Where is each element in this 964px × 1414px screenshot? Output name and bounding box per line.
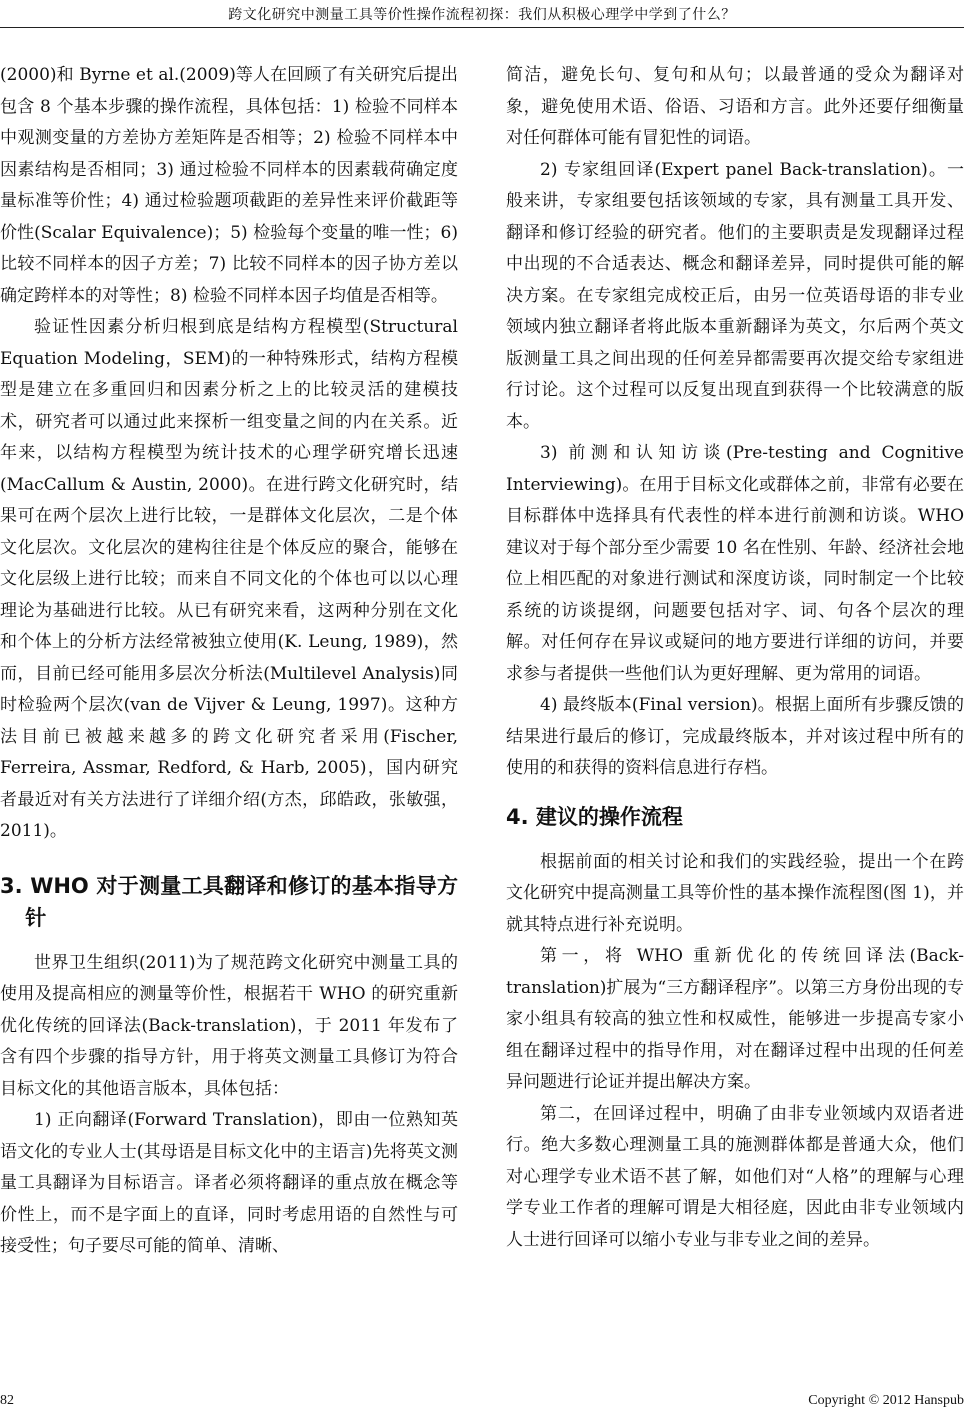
right-column <box>506 60 964 1256</box>
page-number: 82 <box>0 1393 14 1408</box>
paragraph-second-point: 第二，在回译过程中，明确了由非专业领域内双语者进行。绝大多数心理测量工具的施测群体都是普通大众，他们对心理学专业术语不甚了解，如他们对“人格”的理解与心理学专业工作者的理解可谓是大相径庭，因此由非专业领域内人士进行回译可以缩小专业与非专业之间的差异。 <box>506 1103 964 1250</box>
header-divider <box>0 27 964 28</box>
left-column <box>0 60 458 1263</box>
paragraph-sem: 验证性因素分析归根到底是结构方程模型(Structural Equation Modeling，SEM)的一种特殊形式，结构方程模型是建立在多重回归和因素分析之上的比较灵活的建模技术，研究者可以通过此来探析一组变量之间的内在关系。近年来，以结构方程模型为统计技术的心理学研究增长迅速(MacCallum & Austin, 2000)。在进行跨文化研究时，结果可在两个层次上进行比较，一是群体文化层次，二是个体文化层次。文化层次的建构往往是个体反应的聚合，能够在文化层级上进行比较；而来自不同文化的个体也可以以心理理论为基础进行比较。从已有研究来看，这两种分别在文化和个体上的分析方法经常被独立使用(K. Leung, 1989)，然而，目前已经可能用多层次分析法(Multilevel Analysis)同时检验两个层次(van de Vijver & Leung, 1997)。这种方法目前已被越来越多的跨文化研究者采用(Fischer, Ferreira, Assmar, Redford, & Harb, 2005)，国内研究者最近对有关方法进行了详细介绍(方杰，邱皓政，张敏强，2011)。 <box>0 317 458 841</box>
paragraph-proposed-flow: 根据前面的相关讨论和我们的实践经验，提出一个在跨文化研究中提高测量工具等价性的基本操作流程图(图 1)，并就其特点进行补充说明。 <box>506 851 964 935</box>
section-heading-3: 3. WHO 对于测量工具翻译和修订的基本指导方针 <box>0 873 458 930</box>
paragraph-forward-translation: 1) 正向翻译(Forward Translation)，即由一位熟知英语文化的专业人士(其母语是目标文化中的主语言)先将英文测量工具翻译为目标语言。译者必须将翻译的重点放在概念等价性上，而不是字面上的直译，同时考虑用语的自然性与可接受性；句子要尽可能的简单、清晰、 <box>0 1110 458 1256</box>
paragraph-who-guidelines: 世界卫生组织(2011)为了规范跨文化研究中测量工具的使用及提高相应的测量等价性，根据若干 WHO 的研究重新优化传统的回译法(Back-translation)，于 2011 年发布了含有四个步骤的指导方针，用于将英文测量工具修订为符合目标文化的其他语言版本，具体包括： <box>0 952 458 1099</box>
paragraph-first-point: 第一，将 WHO 重新优化的传统回译法(Back-translation)扩展为“三方翻译程序”。以第三方身份出现的专家小组具有较高的独立性和权威性，能够进一步提高专家小组在翻译过程中的指导作用，对在翻译过程中出现的任何差异问题进行论证并提出解决方案。 <box>506 946 964 1092</box>
paragraph-translation-continued: 简洁，避免长句、复句和从句；以最普通的受众为翻译对象，避免使用术语、俗语、习语和方言。此外还要仔细衡量对任何群体可能有冒犯性的词语。 <box>506 65 964 148</box>
running-title: 跨文化研究中测量工具等价性操作流程初探：我们从积极心理学中学到了什么？ <box>228 7 736 23</box>
copyright-notice: Copyright © 2012 Hanspub <box>808 1393 964 1408</box>
paragraph-expert-panel: 2) 专家组回译(Expert panel Back-translation)。一般来讲，专家组要包括该领域的专家，具有测量工具开发、翻译和修订经验的研究者。他们的主要职责是发现翻译过程中出现的不合适表达、概念和翻译差异，同时提供可能的解决方案。在专家组完成校正后，由另一位英语母语的非专业领域内独立翻译者将此版本重新翻译为英文，尔后两个英文版测量工具之间出现的任何差异都需要再次提交给专家组进行讨论。这个过程可以反复出现直到获得一个比较满意的版本。 <box>506 159 964 432</box>
paragraph-final-version: 4) 最终版本(Final version)。根据上面所有步骤反馈的结果进行最后的修订，完成最终版本，并对该过程中所有的使用的和获得的资料信息进行存档。 <box>506 695 964 778</box>
paragraph-measurement-steps: (2000)和 Byrne et al.(2009)等人在回顾了有关研究后提出包含 8 个基本步骤的操作流程，具体包括：1) 检验不同样本中观测变量的方差协方差矩阵是否相等；2) 检验不同样本中因素结构是否相同；3) 通过检验不同样本的因素载荷确定度量标准等价性；4) 通过检验题项截距的差异性来评价截距等价性(Scalar Equivalence)；5) 检验每个变量的唯一性；6) 比较不同样本的因子方差；7) 比较不同样本的因子协方差以确定跨样本的对等性；8) 检验不同样本因子均值是否相等。 <box>0 65 458 306</box>
section-heading-4: 4. 建议的操作流程 <box>506 804 683 829</box>
paragraph-pretesting: 3) 前测和认知访谈(Pre-testing and Cognitive Interviewing)。在用于目标文化或群体之前，非常有必要在目标群体中选择具有代表性的样本进行前测和访谈。WHO 建议对于每个部分至少需要 10 名在性别、年龄、经济社会地位上相匹配的对象进行测试和深度访谈，同时制定一个比较系统的访谈提纲，问题要包括对字、词、句各个层次的理解。对任何存在异议或疑问的地方要进行详细的访问，并要求参与者提供一些他们认为更好理解、更为常用的词语。 <box>506 443 964 684</box>
